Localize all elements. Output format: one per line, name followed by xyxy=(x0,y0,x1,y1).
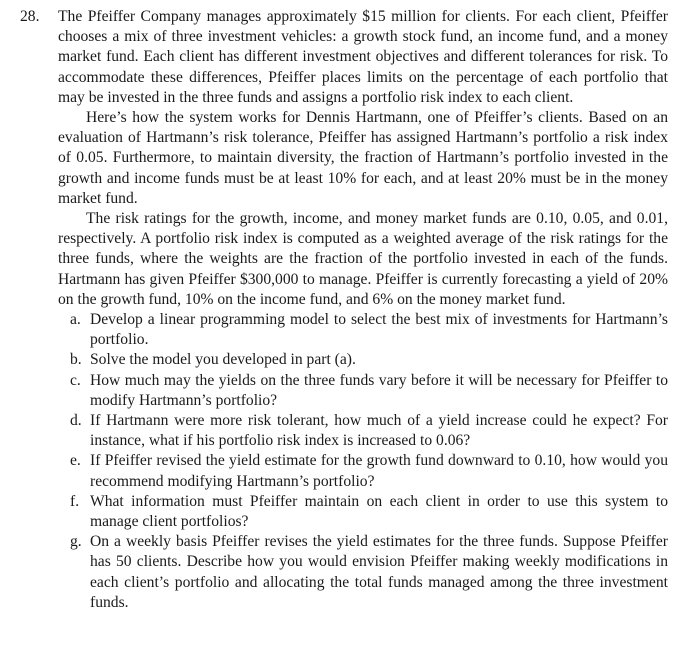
problem-body xyxy=(58,7,668,613)
part-g xyxy=(58,532,668,613)
paragraph-risk-ratings: The risk ratings for the growth, income, and money market funds are 0.10, 0.05, and 0.01, respectively. A portfolio risk index is computed as a weighted average of the risk ratings for the three funds, where the weights are the fraction of the portfolio invested in each of the funds. Hartmann has given Pfeiffer $300,000 to manage. Pfeiffer is currently forecasting a yield of 20% on the growth fund, 10% on the income fund, and 6% on the money market fund. xyxy=(58,210,668,308)
part-c xyxy=(58,371,668,411)
problem-number: 28. xyxy=(20,8,40,25)
question-parts xyxy=(58,310,668,613)
part-b xyxy=(58,350,668,370)
part-text: On a weekly basis Pfeiffer revises the yield estimates for the three funds. Suppose Pfeiffer has 50 clients. Describe how you would envision Pfeiffer making weekly modifications in each client’s portfolio and allocating the total funds managed among the three investment funds. xyxy=(90,533,668,611)
part-text: How much may the yields on the three funds vary before it will be necessary for Pfeiffer to modify Hartmann’s portfolio? xyxy=(90,371,668,409)
part-text: What information must Pfeiffer maintain on each client in order to use this system to manage client portfolios? xyxy=(90,492,668,531)
part-text: If Hartmann were more risk tolerant, how much of a yield increase could he expect? For instance, what if his portfolio risk index is increased to 0.06? xyxy=(90,412,668,450)
part-e xyxy=(58,451,668,491)
part-text: Solve the model you developed in part (a). xyxy=(90,351,356,369)
problem-28 xyxy=(20,7,668,613)
part-a xyxy=(58,310,668,350)
part-letter: f. xyxy=(70,492,80,510)
part-letter: e. xyxy=(70,452,81,470)
part-letter: a. xyxy=(70,311,81,329)
part-letter: b. xyxy=(70,351,82,369)
paragraph-intro: The Pfeiffer Company manages approximately $15 million for clients. For each client, Pfeiffer chooses a mix of three investment vehicles: a growth stock fund, an income fund, and a money market fund. Each client has different investment objectives and different tolerances for risk. To accommodate these differences, Pfeiffer places limits on the percentage of each portfolio that may be invested in the three funds and assigns a portfolio risk index to each client. xyxy=(58,8,668,106)
part-letter: c. xyxy=(70,371,81,389)
part-text: Develop a linear programming model to select the best mix of investments for Hartmann’s portfolio. xyxy=(90,311,668,349)
part-letter: d. xyxy=(70,412,82,430)
part-d xyxy=(58,411,668,451)
part-f xyxy=(58,492,668,532)
part-letter: g. xyxy=(70,533,82,551)
part-text: If Pfeiffer revised the yield estimate for the growth fund downward to 0.10, how would you recommend modifying Hartmann’s portfolio? xyxy=(90,452,668,490)
paragraph-hartmann: Here’s how the system works for Dennis Hartmann, one of Pfeiffer’s clients. Based on an evaluation of Hartmann’s risk tolerance, Pfeiffer has assigned Hartmann’s portfolio a risk index of 0.05. Furthermore, to maintain diversity, the fraction of Hartmann’s portfolio invested in the growth and income funds must be at least 10% for each, and at least 20% must be in the money market fund. xyxy=(58,109,668,207)
